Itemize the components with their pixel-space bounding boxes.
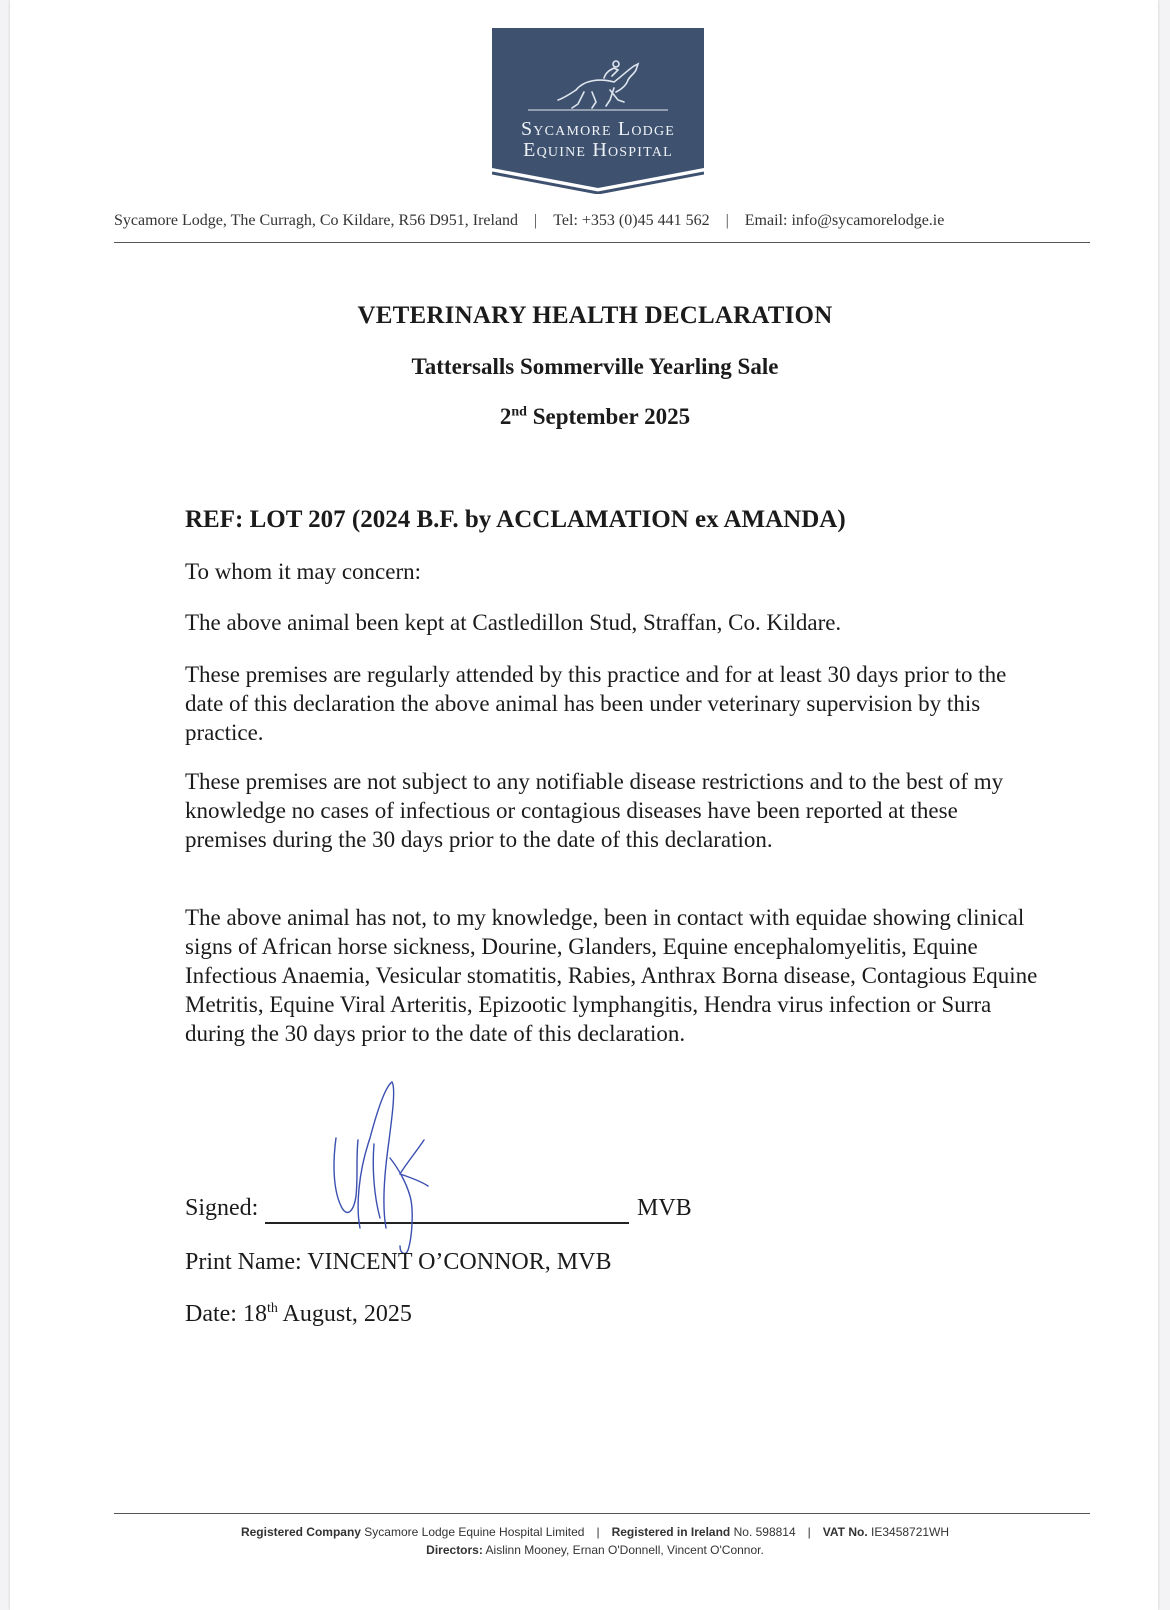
signature-line xyxy=(265,1222,629,1224)
sale-name: Tattersalls Sommerville Yearling Sale xyxy=(411,354,779,379)
header-rule xyxy=(114,242,1090,243)
paragraph-supervision: These premises are regularly attended by this practice and for at least 30 days prior to the date of this declaration the above animal has been under veterinary supervision by this practice. xyxy=(185,662,1007,745)
date-label: Date: 18 xyxy=(185,1301,267,1327)
divider: | xyxy=(807,1525,811,1539)
logo-name-line1: Sycamore Lodge xyxy=(520,118,676,140)
reg-ireland-label: Registered in Ireland xyxy=(611,1525,731,1539)
vat-value: IE3458721WH xyxy=(867,1525,950,1539)
logo-banner xyxy=(492,28,704,194)
document-title: VETERINARY HEALTH DECLARATION xyxy=(357,302,833,329)
logo-name-line2: Equine Hospital xyxy=(523,139,673,161)
vat-label: VAT No. xyxy=(822,1525,868,1539)
hospital-logo xyxy=(492,28,704,194)
divider: | xyxy=(596,1525,600,1539)
lot-reference: REF: LOT 207 (2024 B.F. by ACCLAMATION ex AMANDA) xyxy=(185,506,846,533)
address: Sycamore Lodge, The Curragh, Co Kildare, R56 D951, Ireland xyxy=(114,212,519,229)
divider: | xyxy=(725,212,729,229)
reg-company-value: Sycamore Lodge Equine Hospital Limited xyxy=(360,1525,585,1539)
footer-registration xyxy=(10,1525,1170,1539)
reg-ireland-value: No. 598814 xyxy=(730,1525,796,1539)
greeting: To whom it may concern: xyxy=(185,559,421,584)
handwritten-signature xyxy=(330,1078,440,1268)
directors-label: Directors: xyxy=(426,1543,483,1557)
date-suffix: th xyxy=(266,1301,278,1316)
phone: Tel: +353 (0)45 441 562 xyxy=(553,212,710,229)
footer-rule xyxy=(114,1513,1090,1514)
sale-date-suffix: nd xyxy=(511,404,527,420)
sale-date-rest: September 2025 xyxy=(526,404,691,429)
email: Email: info@sycamorelodge.ie xyxy=(744,212,945,229)
print-name: Print Name: VINCENT O’CONNOR, MVB xyxy=(185,1249,612,1275)
reg-company-label: Registered Company xyxy=(240,1525,361,1539)
sale-date xyxy=(10,404,1170,430)
date-rest: August, 2025 xyxy=(277,1301,412,1327)
signature-suffix: MVB xyxy=(637,1195,692,1221)
paragraph-location: The above animal been kept at Castledillon Stud, Straffan, Co. Kildare. xyxy=(185,610,842,635)
paragraph-disease-restrictions: These premises are not subject to any notifiable disease restrictions and to the best of my knowledge no cases of infectious or contagious diseases have been reported at these premises during the 30 days prior to the date of this declaration. xyxy=(185,769,1004,852)
directors-value: Aislinn Mooney, Ernan O'Donnell, Vincent O'Connor. xyxy=(482,1543,764,1557)
sale-date-day: 2 xyxy=(499,404,512,429)
contact-line xyxy=(114,212,1094,230)
signed-label: Signed: xyxy=(185,1195,259,1221)
paragraph-contact-declaration: The above animal has not, to my knowledge, been in contact with equidae showing clinical signs of African horse sickness, Dourine, Glanders, Equine encephalomyelitis, Equine Infectious Anaemia, Vesicular stomatitis, Rabies, Anthrax Borna disease, Contagious Equine Metritis, Equine Viral Arteritis, Epizootic lymphangitis, Hendra virus infection or Surra during the 30 days prior to the date of this declaration. xyxy=(185,905,1038,1046)
footer-directors xyxy=(10,1543,1170,1557)
divider: | xyxy=(534,212,538,229)
document-page xyxy=(10,0,1158,1610)
signature-date xyxy=(185,1301,412,1328)
